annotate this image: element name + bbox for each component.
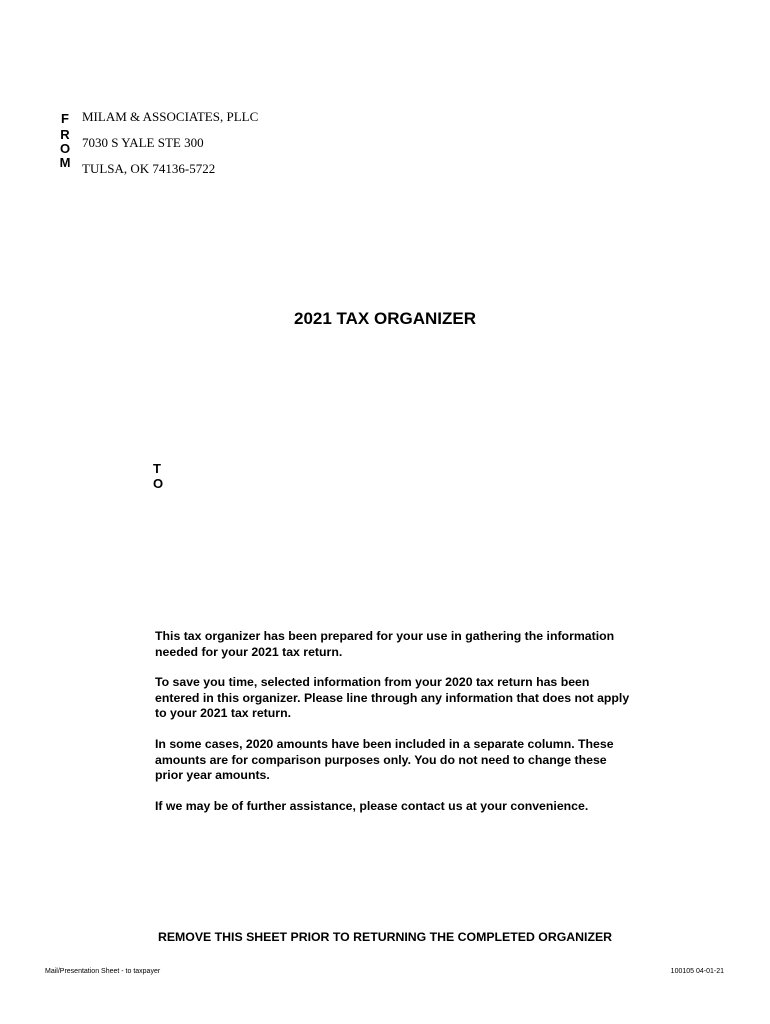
footer-form-name: Mail/Presentation Sheet - to taxpayer xyxy=(45,968,161,975)
instruction-paragraph: In some cases, 2020 amounts have been included in a separate column. These amounts are for comparison purposes only. You do not need to change these prior year amounts. xyxy=(155,736,614,783)
sender-street: 7030 S YALE STE 300 xyxy=(82,135,204,150)
from-label xyxy=(58,112,72,170)
to-letter-o: O xyxy=(153,476,164,491)
from-letter-o: O xyxy=(59,141,71,156)
instruction-paragraph: To save you time, selected information from your 2020 tax return has been entered in this organizer. Please line through any information that does not apply to your 2021 tax return. xyxy=(155,675,630,721)
from-letter-r: R xyxy=(60,127,70,142)
sender-name: MILAM & ASSOCIATES, PLLC xyxy=(82,109,259,124)
sender-city-state-zip: TULSA, OK 74136-5722 xyxy=(82,161,216,176)
from-letter-m: M xyxy=(59,155,71,170)
instruction-paragraph: If we may be of further assistance, please contact us at your convenience. xyxy=(155,798,589,813)
to-label xyxy=(153,461,163,491)
sender-address xyxy=(82,108,258,186)
instruction-paragraph: This tax organizer has been prepared for your use in gathering the information needed for your 2021 tax return. xyxy=(155,629,615,659)
instructions xyxy=(155,629,635,829)
to-letter-t: T xyxy=(153,461,161,476)
page-title: 2021 TAX ORGANIZER xyxy=(293,309,476,328)
footer-form-code: 100105 04-01-21 xyxy=(670,968,724,975)
from-letter-f: F xyxy=(61,111,69,126)
remove-sheet-notice: REMOVE THIS SHEET PRIOR TO RETURNING THE COMPLETED ORGANIZER xyxy=(157,930,613,944)
